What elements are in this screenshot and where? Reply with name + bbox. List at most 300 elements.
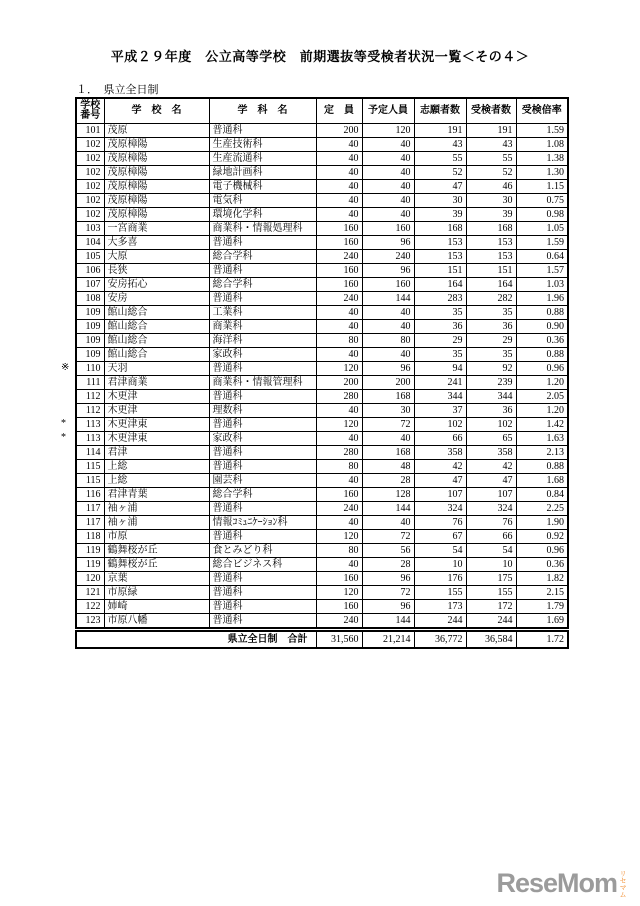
capacity-cell: 80 — [316, 544, 362, 558]
examinees-cell: 153 — [466, 236, 516, 250]
capacity-cell: 280 — [316, 446, 362, 460]
examinees-cell: 107 — [466, 488, 516, 502]
ratio-cell: 0.90 — [516, 320, 568, 334]
table-row — [76, 376, 568, 390]
examinees-cell: 92 — [466, 362, 516, 376]
school-name-cell: 市原八幡 — [104, 614, 209, 629]
planned-cell: 48 — [362, 460, 414, 474]
capacity-cell: 40 — [316, 208, 362, 222]
table-row — [76, 474, 568, 488]
department-name-cell: 情報ｺﾐｭﾆｹｰｼｮﾝ科 — [209, 516, 316, 530]
school-number-cell: 109 — [76, 306, 104, 320]
school-name-cell: 一宮商業 — [104, 222, 209, 236]
capacity-cell: 120 — [316, 586, 362, 600]
table-row — [76, 180, 568, 194]
planned-cell: 40 — [362, 152, 414, 166]
school-name-cell: 茂原樟陽 — [104, 166, 209, 180]
capacity-cell: 160 — [316, 222, 362, 236]
examinees-cell: 66 — [466, 530, 516, 544]
planned-cell: 160 — [362, 278, 414, 292]
column-header-capacity: 定 員 — [316, 98, 362, 124]
ratio-cell: 0.88 — [516, 306, 568, 320]
capacity-cell: 40 — [316, 558, 362, 572]
department-name-cell: 普通科 — [209, 362, 316, 376]
table-row — [76, 362, 568, 376]
school-number-cell: 119 — [76, 544, 104, 558]
table-row — [76, 404, 568, 418]
school-number-cell: 113 * — [76, 432, 104, 446]
row-mark: ※ — [61, 362, 70, 373]
capacity-cell: 160 — [316, 572, 362, 586]
examinees-cell: 46 — [466, 180, 516, 194]
school-name-cell: 姉崎 — [104, 600, 209, 614]
school-number-cell: 106 — [76, 264, 104, 278]
table-header-row — [76, 98, 568, 124]
ratio-cell: 1.68 — [516, 474, 568, 488]
department-name-cell: 総合学科 — [209, 250, 316, 264]
table-row — [76, 460, 568, 474]
examinees-cell: 172 — [466, 600, 516, 614]
examinees-cell: 191 — [466, 124, 516, 138]
ratio-cell: 1.90 — [516, 516, 568, 530]
total-label: 県立全日制 合計 — [76, 631, 316, 648]
department-name-cell: 普通科 — [209, 446, 316, 460]
department-name-cell: 普通科 — [209, 586, 316, 600]
department-name-cell: 緑地計画科 — [209, 166, 316, 180]
school-number-cell: 113 * — [76, 418, 104, 432]
school-number-cell: 115 — [76, 474, 104, 488]
table-row — [76, 516, 568, 530]
school-number-cell: 121 — [76, 586, 104, 600]
applicants-cell: 55 — [414, 152, 466, 166]
capacity-cell: 160 — [316, 600, 362, 614]
row-mark: * — [61, 418, 66, 429]
examinees-cell: 358 — [466, 446, 516, 460]
applicants-cell: 176 — [414, 572, 466, 586]
planned-cell: 96 — [362, 236, 414, 250]
school-name-cell: 君津 — [104, 446, 209, 460]
school-name-cell: 袖ヶ浦 — [104, 502, 209, 516]
planned-cell: 96 — [362, 572, 414, 586]
applicants-cell: 52 — [414, 166, 466, 180]
department-name-cell: 普通科 — [209, 390, 316, 404]
department-name-cell: 電気科 — [209, 194, 316, 208]
school-number-cell: 102 — [76, 166, 104, 180]
department-name-cell: 環境化学科 — [209, 208, 316, 222]
examinees-cell: 239 — [466, 376, 516, 390]
table-row — [76, 278, 568, 292]
table-row — [76, 138, 568, 152]
table-row — [76, 208, 568, 222]
table-row — [76, 236, 568, 250]
planned-cell: 240 — [362, 250, 414, 264]
applicants-cell: 67 — [414, 530, 466, 544]
examinees-cell: 324 — [466, 502, 516, 516]
applicants-cell: 10 — [414, 558, 466, 572]
applicants-cell: 66 — [414, 432, 466, 446]
planned-cell: 40 — [362, 516, 414, 530]
school-name-cell: 鶴舞桜が丘 — [104, 544, 209, 558]
school-name-cell: 茂原樟陽 — [104, 152, 209, 166]
ratio-cell: 0.84 — [516, 488, 568, 502]
applicants-cell: 76 — [414, 516, 466, 530]
school-name-cell: 安房 — [104, 292, 209, 306]
ratio-cell: 1.82 — [516, 572, 568, 586]
applicants-cell: 283 — [414, 292, 466, 306]
school-number-cell: 104 — [76, 236, 104, 250]
planned-cell: 30 — [362, 404, 414, 418]
table-row — [76, 166, 568, 180]
planned-cell: 40 — [362, 432, 414, 446]
school-name-cell: 鶴舞桜が丘 — [104, 558, 209, 572]
planned-cell: 28 — [362, 474, 414, 488]
examinees-cell: 36 — [466, 320, 516, 334]
applicants-cell: 358 — [414, 446, 466, 460]
department-name-cell: 海洋科 — [209, 334, 316, 348]
applicants-cell: 173 — [414, 600, 466, 614]
department-name-cell: 理数科 — [209, 404, 316, 418]
ratio-cell: 1.57 — [516, 264, 568, 278]
table-row — [76, 544, 568, 558]
ratio-cell: 1.69 — [516, 614, 568, 629]
ratio-cell: 1.08 — [516, 138, 568, 152]
planned-cell: 144 — [362, 614, 414, 629]
department-name-cell: 商業科 — [209, 320, 316, 334]
department-name-cell: 普通科 — [209, 264, 316, 278]
table-row — [76, 530, 568, 544]
section-label: １． 県立全日制 — [76, 84, 159, 96]
capacity-cell: 160 — [316, 278, 362, 292]
examinees-cell: 29 — [466, 334, 516, 348]
school-number-cell: 105 — [76, 250, 104, 264]
capacity-cell: 40 — [316, 166, 362, 180]
capacity-cell: 40 — [316, 474, 362, 488]
examinees-cell: 175 — [466, 572, 516, 586]
applicants-cell: 54 — [414, 544, 466, 558]
school-number-cell: 119 — [76, 558, 104, 572]
school-number-cell: 101 — [76, 124, 104, 138]
school-table-container — [61, 97, 569, 629]
planned-cell: 96 — [362, 600, 414, 614]
planned-cell: 56 — [362, 544, 414, 558]
examinees-cell: 151 — [466, 264, 516, 278]
school-name-cell: 君津青葉 — [104, 488, 209, 502]
planned-cell: 40 — [362, 208, 414, 222]
table-row — [76, 600, 568, 614]
applicants-cell: 107 — [414, 488, 466, 502]
ratio-cell: 1.79 — [516, 600, 568, 614]
table-row — [76, 264, 568, 278]
ratio-cell: 2.13 — [516, 446, 568, 460]
table-row — [76, 306, 568, 320]
department-name-cell: 総合学科 — [209, 488, 316, 502]
school-name-cell: 京葉 — [104, 572, 209, 586]
capacity-cell: 280 — [316, 390, 362, 404]
capacity-cell: 240 — [316, 292, 362, 306]
ratio-cell: 0.88 — [516, 460, 568, 474]
ratio-cell: 0.98 — [516, 208, 568, 222]
column-header-school-number: 学校番号 — [76, 98, 104, 124]
ratio-cell: 1.59 — [516, 124, 568, 138]
ratio-cell: 1.20 — [516, 404, 568, 418]
ratio-cell: 2.25 — [516, 502, 568, 516]
column-header-examinees: 受検者数 — [466, 98, 516, 124]
ratio-cell: 0.75 — [516, 194, 568, 208]
planned-cell: 40 — [362, 194, 414, 208]
column-header-ratio: 受検倍率 — [516, 98, 568, 124]
examinees-cell: 42 — [466, 460, 516, 474]
planned-cell: 40 — [362, 180, 414, 194]
table-row — [76, 488, 568, 502]
school-name-cell: 館山総合 — [104, 348, 209, 362]
applicants-cell: 241 — [414, 376, 466, 390]
school-number-cell: 117 — [76, 516, 104, 530]
planned-cell: 128 — [362, 488, 414, 502]
applicants-cell: 47 — [414, 474, 466, 488]
department-name-cell: 普通科 — [209, 572, 316, 586]
capacity-cell: 200 — [316, 376, 362, 390]
examinees-cell: 43 — [466, 138, 516, 152]
planned-cell: 40 — [362, 138, 414, 152]
school-number-cell: 117 — [76, 502, 104, 516]
total-planned: 21,214 — [362, 631, 414, 648]
capacity-cell: 120 — [316, 362, 362, 376]
capacity-cell: 40 — [316, 138, 362, 152]
examinees-cell: 35 — [466, 306, 516, 320]
applicants-cell: 244 — [414, 614, 466, 629]
page-title: 平成２９年度 公立高等学校 前期選抜等受検者状況一覧＜その４＞ — [110, 49, 530, 64]
school-number-cell: 112 — [76, 404, 104, 418]
table-row — [76, 222, 568, 236]
column-header-applicants: 志願者数 — [414, 98, 466, 124]
department-name-cell: 普通科 — [209, 236, 316, 250]
department-name-cell: 電子機械科 — [209, 180, 316, 194]
column-header-school-name: 学 校 名 — [104, 98, 209, 124]
capacity-cell: 200 — [316, 124, 362, 138]
department-name-cell: 生産流通科 — [209, 152, 316, 166]
planned-cell: 40 — [362, 166, 414, 180]
table-row — [76, 502, 568, 516]
examinees-cell: 153 — [466, 250, 516, 264]
resemom-logo-text: ReseMom — [496, 868, 617, 898]
school-number-cell: 120 — [76, 572, 104, 586]
capacity-cell: 160 — [316, 264, 362, 278]
ratio-cell: 1.38 — [516, 152, 568, 166]
capacity-cell: 240 — [316, 614, 362, 629]
ratio-cell: 0.36 — [516, 558, 568, 572]
applicants-cell: 35 — [414, 306, 466, 320]
school-number-cell: 102 — [76, 194, 104, 208]
ratio-cell: 0.88 — [516, 348, 568, 362]
department-name-cell: 工業科 — [209, 306, 316, 320]
planned-cell: 120 — [362, 124, 414, 138]
ratio-cell: 1.30 — [516, 166, 568, 180]
school-name-cell: 市原緑 — [104, 586, 209, 600]
examinees-cell: 54 — [466, 544, 516, 558]
table-row — [76, 572, 568, 586]
ratio-cell: 1.15 — [516, 180, 568, 194]
applicants-cell: 47 — [414, 180, 466, 194]
school-name-cell: 君津商業 — [104, 376, 209, 390]
examinees-cell: 65 — [466, 432, 516, 446]
school-name-cell: 大多喜 — [104, 236, 209, 250]
department-name-cell: 普通科 — [209, 460, 316, 474]
ratio-cell: 0.64 — [516, 250, 568, 264]
department-name-cell: 普通科 — [209, 502, 316, 516]
department-name-cell: 園芸科 — [209, 474, 316, 488]
department-name-cell: 総合学科 — [209, 278, 316, 292]
capacity-cell: 120 — [316, 418, 362, 432]
school-name-cell: 上総 — [104, 460, 209, 474]
department-name-cell: 家政科 — [209, 432, 316, 446]
department-name-cell: 普通科 — [209, 292, 316, 306]
examinees-cell: 52 — [466, 166, 516, 180]
ratio-cell: 1.20 — [516, 376, 568, 390]
examinees-cell: 344 — [466, 390, 516, 404]
row-mark: * — [61, 432, 66, 443]
school-table-body — [61, 124, 568, 629]
examinees-cell: 76 — [466, 516, 516, 530]
school-number-cell: 114 — [76, 446, 104, 460]
applicants-cell: 153 — [414, 250, 466, 264]
capacity-cell: 240 — [316, 502, 362, 516]
school-name-cell: 木更津東 — [104, 418, 209, 432]
school-name-cell: 長狭 — [104, 264, 209, 278]
examinees-cell: 55 — [466, 152, 516, 166]
table-row — [76, 124, 568, 138]
resemom-logo-subtext: リセマム — [619, 870, 626, 898]
capacity-cell: 40 — [316, 516, 362, 530]
school-name-cell: 茂原樟陽 — [104, 180, 209, 194]
department-name-cell: 総合ビジネス科 — [209, 558, 316, 572]
table-row — [76, 390, 568, 404]
school-number-cell: 116 — [76, 488, 104, 502]
applicants-cell: 42 — [414, 460, 466, 474]
school-number-cell: 109 — [76, 334, 104, 348]
department-name-cell: 商業科・情報管理科 — [209, 376, 316, 390]
planned-cell: 28 — [362, 558, 414, 572]
examinees-cell: 168 — [466, 222, 516, 236]
planned-cell: 72 — [362, 530, 414, 544]
examinees-cell: 244 — [466, 614, 516, 629]
ratio-cell: 2.15 — [516, 586, 568, 600]
column-header-department-name: 学 科 名 — [209, 98, 316, 124]
school-name-cell: 木更津東 — [104, 432, 209, 446]
applicants-cell: 39 — [414, 208, 466, 222]
planned-cell: 144 — [362, 292, 414, 306]
examinees-cell: 155 — [466, 586, 516, 600]
resemom-logo — [496, 870, 626, 898]
table-row — [76, 614, 568, 629]
table-row — [76, 320, 568, 334]
department-name-cell: 商業科・情報処理科 — [209, 222, 316, 236]
capacity-cell: 40 — [316, 152, 362, 166]
school-name-cell: 館山総合 — [104, 334, 209, 348]
planned-cell: 40 — [362, 306, 414, 320]
total-examinees: 36,584 — [466, 631, 516, 648]
table-row — [76, 558, 568, 572]
total-row — [76, 631, 568, 648]
column-header-planned: 予定人員 — [362, 98, 414, 124]
capacity-cell: 80 — [316, 334, 362, 348]
table-row — [76, 152, 568, 166]
planned-cell: 40 — [362, 320, 414, 334]
examinees-cell: 36 — [466, 404, 516, 418]
applicants-cell: 344 — [414, 390, 466, 404]
table-row — [76, 446, 568, 460]
ratio-cell: 1.03 — [516, 278, 568, 292]
table-row — [76, 250, 568, 264]
school-name-cell: 館山総合 — [104, 306, 209, 320]
school-name-cell: 上総 — [104, 474, 209, 488]
school-name-cell: 茂原樟陽 — [104, 208, 209, 222]
school-number-cell: 102 — [76, 180, 104, 194]
ratio-cell: 2.05 — [516, 390, 568, 404]
school-name-cell: 袖ヶ浦 — [104, 516, 209, 530]
school-number-cell: 109 — [76, 320, 104, 334]
total-table-container — [75, 630, 569, 649]
ratio-cell: 1.96 — [516, 292, 568, 306]
school-number-cell: 102 — [76, 152, 104, 166]
examinees-cell: 39 — [466, 208, 516, 222]
planned-cell: 72 — [362, 418, 414, 432]
school-table — [61, 97, 569, 629]
department-name-cell: 普通科 — [209, 600, 316, 614]
applicants-cell: 151 — [414, 264, 466, 278]
school-number-cell: 107 — [76, 278, 104, 292]
examinees-cell: 164 — [466, 278, 516, 292]
school-name-cell: 大原 — [104, 250, 209, 264]
capacity-cell: 40 — [316, 180, 362, 194]
capacity-cell: 40 — [316, 404, 362, 418]
planned-cell: 144 — [362, 502, 414, 516]
examinees-cell: 47 — [466, 474, 516, 488]
school-name-cell: 茂原 — [104, 124, 209, 138]
department-name-cell: 家政科 — [209, 348, 316, 362]
capacity-cell: 160 — [316, 236, 362, 250]
school-number-cell: 102 — [76, 208, 104, 222]
ratio-cell: 1.42 — [516, 418, 568, 432]
capacity-cell: 40 — [316, 320, 362, 334]
table-row — [76, 586, 568, 600]
planned-cell: 96 — [362, 362, 414, 376]
planned-cell: 168 — [362, 390, 414, 404]
school-name-cell: 館山総合 — [104, 320, 209, 334]
school-name-cell: 安房拓心 — [104, 278, 209, 292]
total-capacity: 31,560 — [316, 631, 362, 648]
school-name-cell: 木更津 — [104, 390, 209, 404]
planned-cell: 96 — [362, 264, 414, 278]
school-number-cell: 110 ※ — [76, 362, 104, 376]
total-applicants: 36,772 — [414, 631, 466, 648]
planned-cell: 40 — [362, 348, 414, 362]
school-number-cell: 109 — [76, 348, 104, 362]
department-name-cell: 普通科 — [209, 530, 316, 544]
applicants-cell: 94 — [414, 362, 466, 376]
capacity-cell: 40 — [316, 306, 362, 320]
applicants-cell: 191 — [414, 124, 466, 138]
planned-cell: 160 — [362, 222, 414, 236]
department-name-cell: 生産技術科 — [209, 138, 316, 152]
ratio-cell: 1.63 — [516, 432, 568, 446]
planned-cell: 200 — [362, 376, 414, 390]
table-row — [76, 334, 568, 348]
ratio-cell: 0.36 — [516, 334, 568, 348]
table-row — [76, 432, 568, 446]
applicants-cell: 36 — [414, 320, 466, 334]
applicants-cell: 153 — [414, 236, 466, 250]
applicants-cell: 29 — [414, 334, 466, 348]
